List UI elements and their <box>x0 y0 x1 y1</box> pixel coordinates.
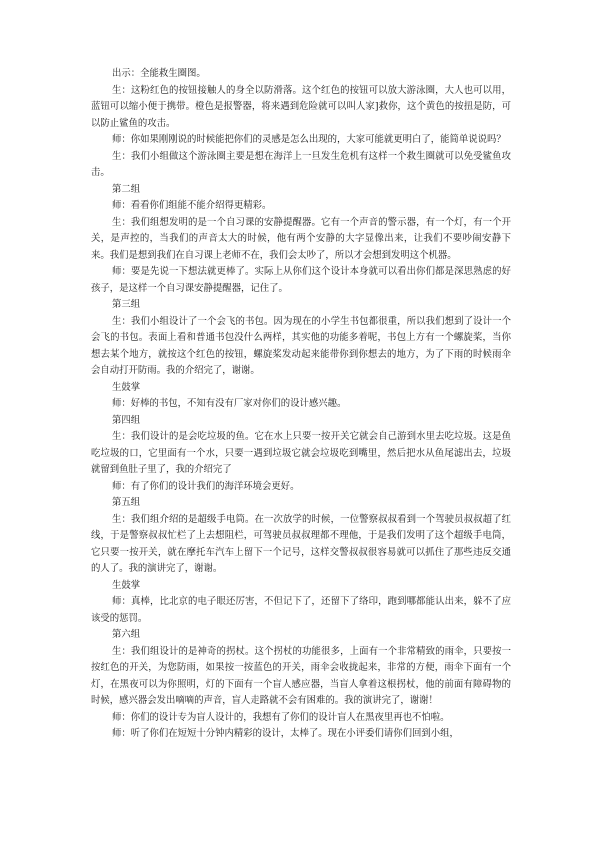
paragraph: 师：有了你们的设计我们的海洋环境会更好。 <box>112 480 300 492</box>
paragraph: 师：好棒的书包，不知有没有厂家对你们的设计感兴趣。 <box>112 398 347 409</box>
paragraph: 生鼓掌 <box>112 381 141 393</box>
section-heading: 第四组 <box>112 414 141 426</box>
paragraph: 生：这粉红色的按钮接触人的身全以防滑落。这个红色的按钮可以放大游泳圈，大人也可以用，蓝钮可以缩小便于携带。橙色是报警器，将来遇到危险就可以叫人家]救你，这个黄色的按扭是防，可以防止鲨鱼的攻击。 <box>91 84 511 129</box>
paragraph: 生鼓掌 <box>112 579 141 591</box>
paragraph: 出示：全能救生圈图。 <box>112 68 206 79</box>
paragraph: 生：我们组介绍的是超级手电筒。在一次放学的时候，一位警察叔叔看到一个驾驶员叔叔超了红线，于是警察叔叔忙栏了上去想阻栏，可驾驶员叔叔理都不理他，于是我们发明了这个超级手电筒，它只要一按开关，就在摩托车汽车上留下一个记号，这样交警叔叔很容易就可以抓住了那些违反交通的人了。我的演讲完了，谢谢。 <box>91 513 511 574</box>
paragraph: 师：要是先说一下想法就更棒了。实际上从你们这个设计本身就可以看出你们都是深思熟虑的好孩子，是这样一个自习课安静提醒器，记住了。 <box>91 266 511 294</box>
paragraph: 生：我们设计的是会吃垃圾的鱼。它在水上只要一按开关它就会自己游到水里去吃垃圾。这是鱼吃垃圾的口，它里面有一个水，只要一遇到垃圾它就会垃圾吃到嘴里，然后把水从鱼尾滤出去，垃圾就留到鱼肚子里了，我的介绍完了 <box>91 431 511 475</box>
paragraph: 师：你如果刚刚说的时候能把你们的灵感是怎么出现的，大家可能就更明白了，能简单说说吗？ <box>112 134 506 145</box>
paragraph: 生：我们小组做这个游泳圈主要是想在海洋上一旦发生危机有这样一个救生圈就可以免受鲨鱼攻击。 <box>91 150 511 178</box>
section-heading: 第二组 <box>112 183 141 195</box>
paragraph: 师：听了你们在短短十分钟内精彩的设计，太棒了。现在小评委们请你们回到小组， <box>112 728 459 739</box>
paragraph: 师：你们的设计专为盲人设计的，我想有了你们的设计盲人在黑夜里再也不怕啦。 <box>112 711 450 723</box>
section-heading: 第五组 <box>112 497 141 508</box>
paragraph: 生：我们组想发明的是一个自习课的安静提醒器。它有一个声音的警示器，有一个灯，有一个开关，是声控的，当我们的声音太大的时候，他有两个安静的大字显像出来，让我们不要吵闹安静下来。我们是想到我们在自习课上老师不在，我们会太吵了，所以才会想到发明这个机器。 <box>91 216 511 261</box>
paragraph: 生：我们组设计的是神奇的拐杖。这个拐杖的功能很多，上面有一个非常精致的雨伞，只要按一按红色的开关，为您防雨，如果按一按蓝色的开关，雨伞会收拢起来，非常的方便，雨伞下面有一个灯，在黑夜可以为你照明，灯的下面有一个盲人感应器，当盲人拿着这根拐杖，他的前面有障碍物的时候，感兴器会发出嘀嘀的声音，盲人走路就不会有困难的。我的演讲完了，谢谢！ <box>91 645 511 706</box>
paragraph: 师：看看你们组能不能介绍得更精彩。 <box>112 200 272 211</box>
section-heading: 第六组 <box>112 629 141 640</box>
paragraph: 师：真棒，比北京的电子眼还厉害，不但记下了，还留下了络印，跑到哪都能认出来，躲不了应该受的惩罚。 <box>91 596 511 624</box>
section-heading: 第三组 <box>112 299 141 310</box>
paragraph: 生：我们小组设计了一个会飞的书包。因为现在的小学生书包都很重，所以我们想到了设计一个会飞的书包。表面上看和普通书包没什么两样，其实他的功能多着呢，书包上方有一个螺旋桨，当你想去某个地方，就按这个红色的按钮，螺旋桨发动起来能带你到你想去的地方，为了下雨的时候雨伞会自动打开防雨。我的介绍完了，谢谢。 <box>91 315 511 376</box>
